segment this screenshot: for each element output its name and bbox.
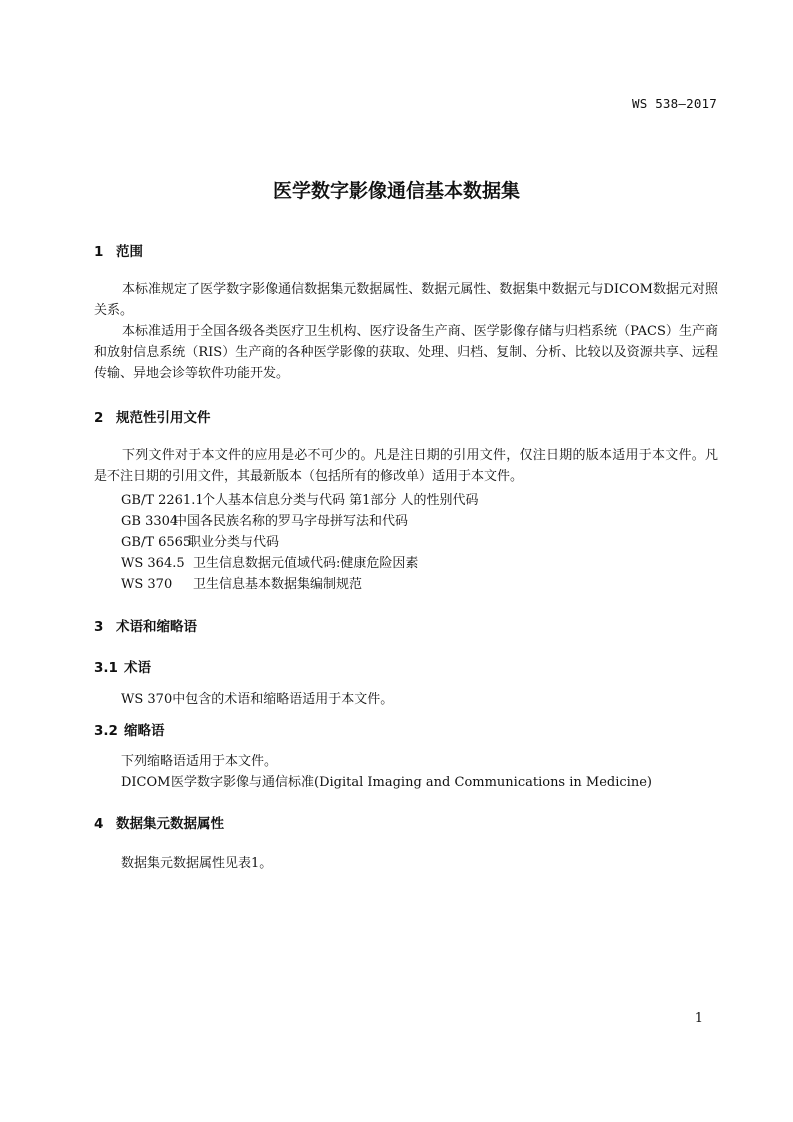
reference-code: GB 3304 (121, 514, 179, 529)
document-title: 医学数字影像通信基本数据集 (272, 180, 520, 202)
reference-item (121, 573, 362, 592)
subsection-title: 缩略语 (124, 723, 165, 739)
standard-code: WS 538—2017 (632, 96, 717, 111)
section-4-text: 数据集元数据属性见表1。 (121, 856, 273, 871)
subsection-3-1-text: WS 370中包含的术语和缩略语适用于本文件。 (121, 692, 394, 707)
section-1-paragraph-1: 本标准规定了医学数字影像通信数据集元数据属性、数据元属性、数据集中数据元与DICOM数据元对照关系。 (94, 282, 718, 318)
section-title: 数据集元数据属性 (116, 816, 224, 832)
reference-item (121, 510, 408, 529)
reference-code: GB/T 2261.1 (121, 493, 204, 508)
subsection-number: 3.2 (94, 723, 118, 739)
reference-code: GB/T 6565 (121, 535, 192, 550)
section-title: 术语和缩略语 (116, 619, 197, 635)
reference-code: WS 364.5 (121, 556, 185, 571)
section-2-heading (94, 406, 211, 426)
reference-code: WS 370 (121, 577, 173, 592)
section-number: 2 (94, 410, 104, 426)
reference-title: 个人基本信息分类与代码 第1部分 人的性别代码 (202, 493, 479, 508)
section-number: 4 (94, 816, 104, 832)
abbreviation-item (121, 771, 652, 790)
abbreviation-term: DICOM (121, 775, 171, 790)
section-3-heading (94, 615, 197, 635)
subsection-3-1-heading (94, 656, 151, 676)
subsection-number: 3.1 (94, 660, 118, 676)
section-title: 规范性引用文件 (116, 410, 211, 426)
reference-item (121, 531, 279, 550)
reference-item (121, 552, 418, 571)
reference-title: 职业分类与代码 (188, 535, 280, 550)
reference-title: 中国各民族名称的罗马字母拼写法和代码 (174, 514, 409, 529)
reference-title: 卫生信息基本数据集编制规范 (193, 577, 363, 592)
subsection-3-2-heading (94, 719, 165, 739)
reference-title: 卫生信息数据元值域代码:健康危险因素 (193, 556, 419, 571)
section-4-heading (94, 812, 224, 832)
subsection-title: 术语 (124, 660, 151, 676)
reference-item (121, 489, 479, 508)
section-number: 1 (94, 244, 104, 260)
section-1-paragraph-2: 本标准适用于全国各级各类医疗卫生机构、医疗设备生产商、医学影像存储与归档系统（PACS）生产商和放射信息系统（RIS）生产商的各种医学影像的获取、处理、归档、复制、分析、比较以及资源共享、远程传输、异地会诊等软件功能开发。 (94, 324, 718, 381)
subsection-3-2-intro: 下列缩略语适用于本文件。 (121, 754, 278, 769)
section-1-heading (94, 240, 143, 260)
section-number: 3 (94, 619, 104, 635)
page-number: 1 (694, 1011, 703, 1026)
section-2-intro: 下列文件对于本文件的应用是必不可少的。凡是注日期的引用文件，仅注日期的版本适用于本文件。凡是不注日期的引用文件，其最新版本（包括所有的修改单）适用于本文件。 (94, 448, 718, 484)
section-title: 范围 (116, 244, 143, 260)
abbreviation-definition: 医学数字影像与通信标准(Digital Imaging and Communications in Medicine) (171, 775, 652, 790)
